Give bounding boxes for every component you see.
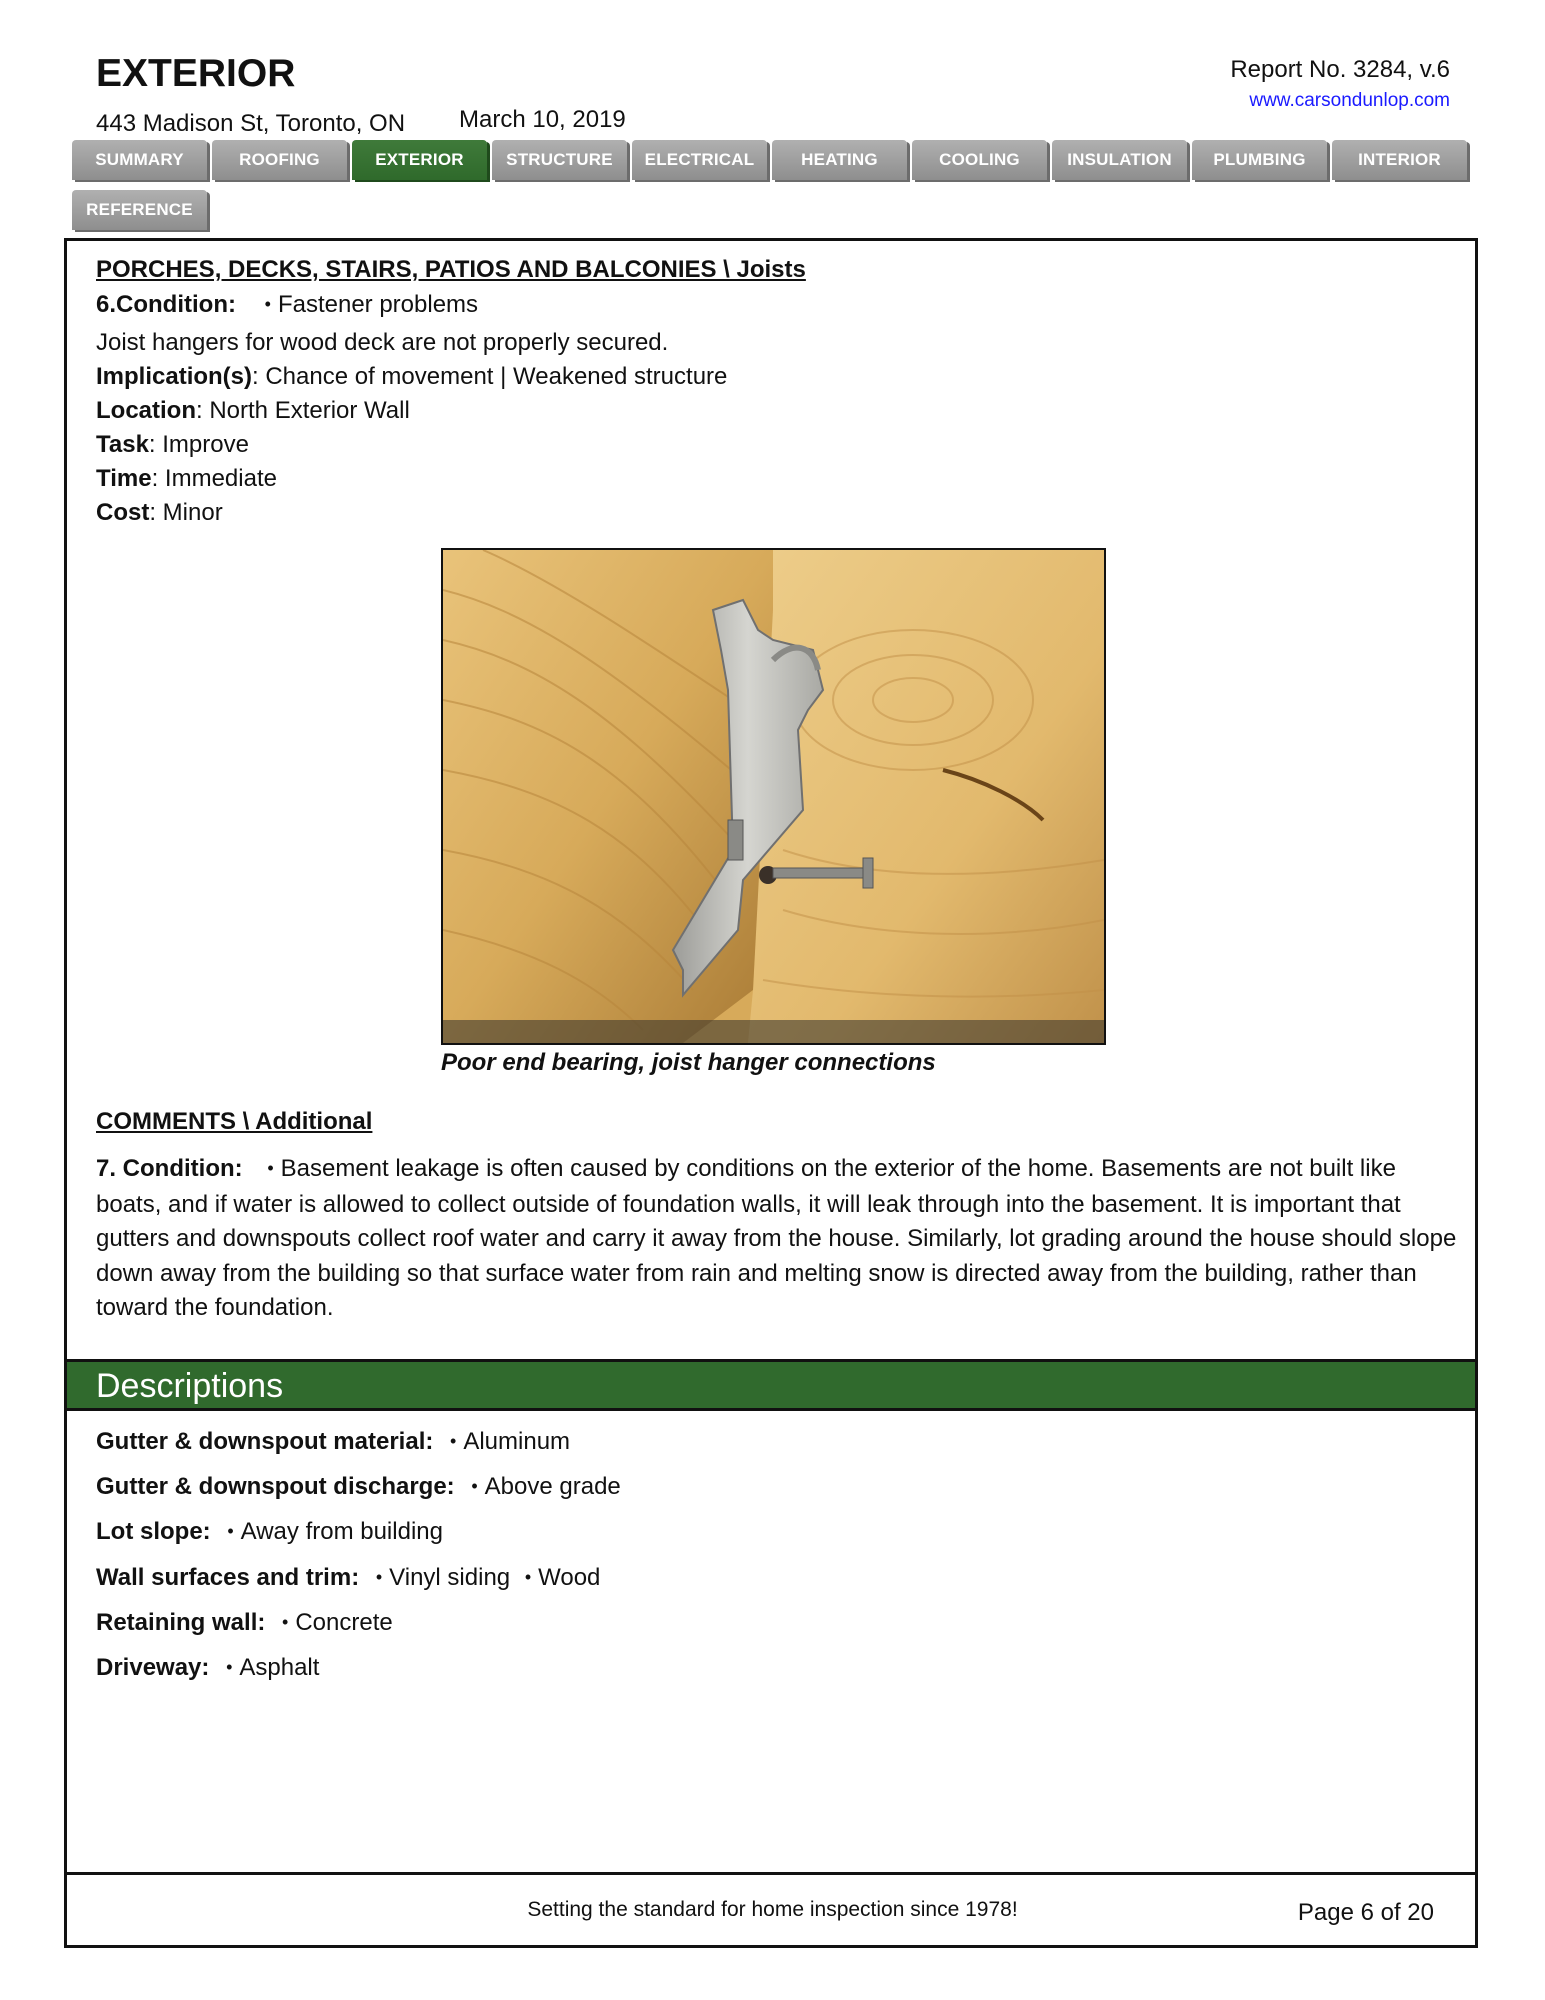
desc-value: • Above grade (471, 1473, 620, 1500)
condition-value: • Fastener problems (265, 291, 478, 318)
photo-caption: Poor end bearing, joist hanger connections (441, 1049, 936, 1076)
location-label: Location (96, 397, 196, 424)
property-address: 443 Madison St, Toronto, ON (96, 110, 406, 137)
time-label: Time (96, 465, 152, 492)
comments-section-heading: COMMENTS \ Additional (96, 1108, 373, 1135)
implications-value: : Chance of movement | Weakened structure (252, 363, 728, 390)
tab-bar-row-2 (72, 190, 212, 230)
joist-hanger-photo (441, 548, 1106, 1045)
condition-label: 6.Condition: (96, 291, 236, 318)
page-title: EXTERIOR (96, 52, 296, 95)
tab-exterior[interactable]: EXTERIOR (352, 140, 487, 180)
comments-text: • Basement leakage is often caused by conditions on the exterior of the home. Basements are not built like boats, and if water is allowed to collect outside of foundation walls, it will leak through into the basement. It is important that gutters and downspouts collect roof water and carry it away from the house. Similarly, lot grading around the house should slope down away from the building so that surface water from rain and melting snow is directed away from the building, rather than toward the foundation. (96, 1155, 1456, 1321)
descriptions-title: Descriptions (96, 1367, 284, 1405)
desc-label: Lot slope: (96, 1518, 211, 1545)
tab-bar (72, 140, 1472, 180)
content-frame (64, 238, 1478, 1948)
desc-value: • Away from building (227, 1518, 443, 1545)
joists-condition (96, 291, 478, 319)
tab-heating[interactable]: HEATING (772, 140, 907, 180)
task-label: Task (96, 431, 149, 458)
desc-item-lot-slope (96, 1518, 443, 1546)
page-number: Page 6 of 20 (1297, 1899, 1434, 1926)
descriptions-bar (64, 1359, 1478, 1411)
footer-tagline: Setting the standard for home inspection since 1978! (527, 1898, 1018, 1921)
comments-paragraph (96, 1152, 1466, 1326)
tab-electrical[interactable]: ELECTRICAL (632, 140, 767, 180)
tab-reference[interactable]: REFERENCE (72, 190, 207, 230)
cost-row (96, 499, 223, 527)
comments-condition-label: 7. Condition: (96, 1155, 243, 1182)
tab-roofing[interactable]: ROOFING (212, 140, 347, 180)
desc-label: Retaining wall: (96, 1609, 266, 1636)
footer-divider (64, 1872, 1478, 1875)
desc-label: Gutter & downspout material: (96, 1428, 434, 1455)
desc-value: • Concrete (282, 1609, 393, 1636)
task-row (96, 431, 249, 459)
tab-summary[interactable]: SUMMARY (72, 140, 207, 180)
report-date: March 10, 2019 (459, 106, 626, 133)
implications-label: Implication(s) (96, 363, 253, 390)
location-value: : North Exterior Wall (196, 397, 410, 424)
desc-item-gutter-material (96, 1428, 570, 1456)
implications-row (96, 363, 727, 391)
tab-insulation[interactable]: INSULATION (1052, 140, 1187, 180)
desc-item-retaining-wall (96, 1609, 393, 1637)
website-link[interactable]: www.carsondunlop.com (1249, 90, 1450, 111)
desc-value: • Wood (525, 1564, 601, 1591)
joists-section-heading: PORCHES, DECKS, STAIRS, PATIOS AND BALCONIES \ Joists (96, 256, 806, 283)
desc-item-driveway (96, 1654, 319, 1682)
desc-value: • Vinyl siding (376, 1564, 510, 1591)
time-row (96, 465, 277, 493)
desc-item-gutter-discharge (96, 1473, 621, 1501)
time-value: : Immediate (151, 465, 277, 492)
report-number: Report No. 3284, v.6 (1230, 56, 1450, 83)
desc-label: Gutter & downspout discharge: (96, 1473, 455, 1500)
tab-cooling[interactable]: COOLING (912, 140, 1047, 180)
desc-label: Wall surfaces and trim: (96, 1564, 360, 1591)
joists-description: Joist hangers for wood deck are not properly secured. (96, 329, 669, 356)
task-value: : Improve (148, 431, 249, 458)
desc-label: Driveway: (96, 1654, 210, 1681)
location-row (96, 397, 410, 425)
tab-structure[interactable]: STRUCTURE (492, 140, 627, 180)
tab-interior[interactable]: INTERIOR (1332, 140, 1467, 180)
desc-value: • Asphalt (226, 1654, 319, 1681)
cost-label: Cost (96, 499, 150, 526)
desc-value: • Aluminum (450, 1428, 570, 1455)
joist-hanger-photo-graphic (443, 550, 1104, 1043)
cost-value: : Minor (149, 499, 223, 526)
desc-item-wall-surfaces (96, 1564, 600, 1592)
tab-plumbing[interactable]: PLUMBING (1192, 140, 1327, 180)
